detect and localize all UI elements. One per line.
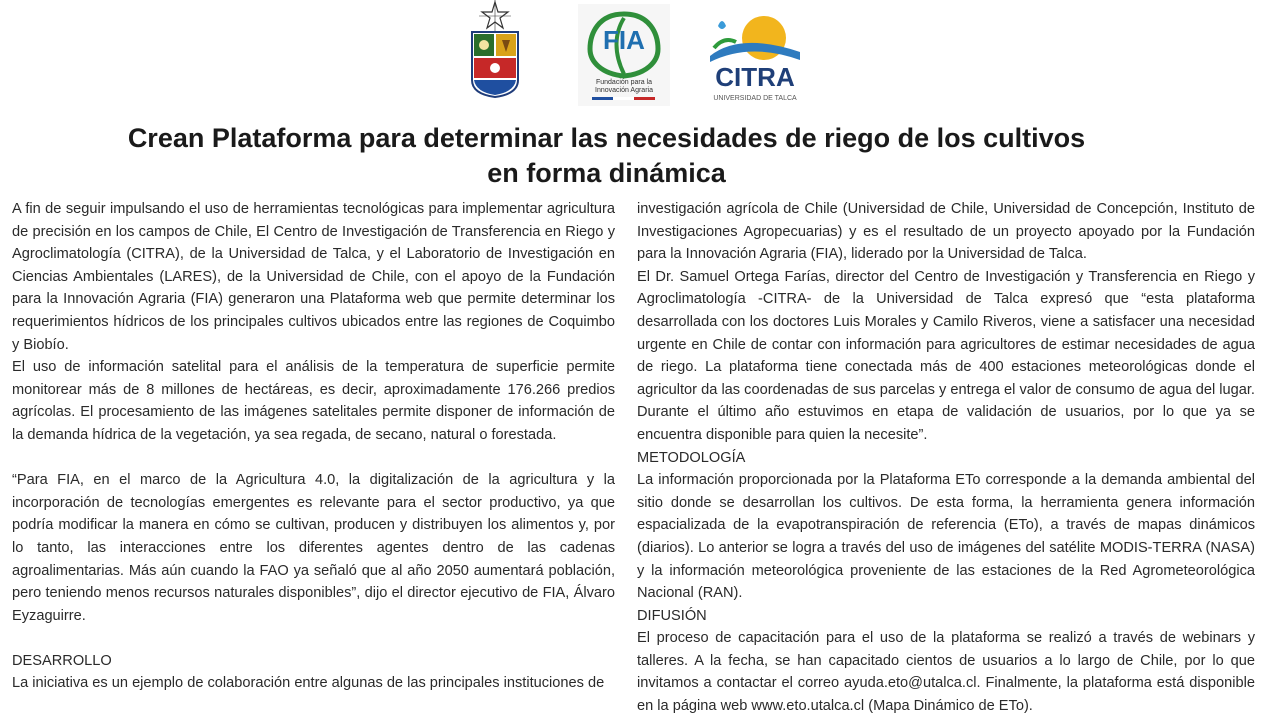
water-drop-icon	[718, 21, 726, 29]
fia-letters: FIA	[603, 25, 645, 55]
citra-subtitle: UNIVERSIDAD DE TALCA	[713, 95, 797, 102]
left-paragraph-2: El uso de información satelital para el análisis de la temperatura de superficie permite monitorear más de 8 millones de hectáreas, es decir, aproximadamente 176.266 predios agrícolas. El procesamiento de las imágenes satelitales permite disponer de información de la demanda hídrica de la vegetación, ya sea regada, de secano, natural o forestada.	[12, 359, 615, 443]
right-paragraph-4: El proceso de capacitación para el uso de la plataforma se realizó a través de webinars y talleres. A la fecha, se han capacitado cientos de usuarios a lo largo de Chile, por lo que invitamos a contactar el correo ayuda.eto@utalca.cl. Finalmente, la plataforma está disponible en la página web www.eto.utalca.cl (Mapa Dinámico de ETo).	[637, 630, 1255, 715]
headline-line-1: Crean Plataforma para determinar las necesidades de riego de los cultivos	[127, 123, 1086, 153]
paragraph-spacer	[12, 627, 615, 650]
right-paragraph-2: El Dr. Samuel Ortega Farías, director del Centro de Investigación y Transferencia en Riego y Agroclimatología -CITRA- de la Universidad de Talca expresó que “esta plataforma desarrollada con los doctores Luis Morales y Camilo Riveros, viene a satisfacer una necesidad urgente en Chile de contar con información para agricultores de estimar necesidades de agua de riego. La plataforma tiene conectada más de 400 estaciones meteorológicas donde el agricultor da las coordenadas de sus parcelas y entrega el valor de consumo de agua del lugar. Durante el último año estuvimos en etapa de validación de usuarios, por lo que ya se encuentra disponible para quien la necesite”.	[637, 268, 1255, 443]
citra-logo	[700, 12, 810, 106]
star-emblem-icon	[479, 0, 511, 32]
fia-logo	[578, 4, 670, 106]
right-paragraph-3: La información proporcionada por la Plataforma ETo corresponde a la demanda ambiental del sitio donde se desarrollan los cultivos. De esta forma, la herramienta genera información espacializada de la evapotranspiración de referencia (ETo), a través de mapas dinámicos (diarios). Lo anterior se logra a través del uso de imágenes del satélite MODIS-TERRA (NASA) y la información meteorológica proveniente de las estaciones de la Red Agrometeorológica Nacional (RAN).	[637, 472, 1255, 602]
fia-caption-line1: Fundación para la	[595, 79, 653, 86]
logo-bar	[0, 0, 1267, 110]
headline-line-2: en forma dinámica	[487, 158, 726, 188]
left-column	[12, 198, 615, 695]
right-column	[637, 198, 1255, 718]
paragraph-spacer	[12, 447, 615, 470]
fia-caption-line2: Innovación Agraria	[595, 87, 653, 94]
section-heading-metodologia: METODOLOGÍA	[637, 449, 746, 466]
article-headline	[0, 121, 1213, 191]
citra-wordmark: CITRA	[715, 62, 795, 92]
left-paragraph-3: “Para FIA, en el marco de la Agricultura 4.0, la digitalización de la agricultura y la incorporación de tecnologías emergentes es relevante para el sector productivo, ya que podría modificar la manera en cómo se cultivan, producen y distribuyen los alimentos y, por lo tanto, las interacciones entre los diferentes agentes dentro de las cadenas agroalimentarias. Más aún cuando la FAO ya señaló que al año 2050 aumentará población, pero teniendo menos recursos naturales disponibles”, dijo el director ejecutivo de FIA, Álvaro Eyzaguirre.	[12, 472, 615, 624]
section-heading-difusion: DIFUSIÓN	[637, 607, 707, 624]
left-paragraph-4: La iniciativa es un ejemplo de colaboración entre algunas de las principales instituciones de	[12, 675, 605, 692]
left-paragraph-1: A fin de seguir impulsando el uso de herramientas tecnológicas para implementar agricultura de precisión en los campos de Chile, El Centro de Investigación de Transferencia en Riego y Agroclimatología (CITRA), de la Universidad de Talca, y el Laboratorio de Investigación en Ciencias Ambientales (LARES), de la Universidad de Chile, con el apoyo de la Fundación para la Innovación Agraria (FIA) generaron una Plataforma web que permite determinar los requerimientos hídricos de los principales cultivos ubicados entre las regiones de Coquimbo y Biobío.	[12, 201, 615, 353]
shield-icon	[472, 32, 518, 97]
universidad-de-chile-crest-logo	[466, 0, 524, 100]
section-heading-desarrollo: DESARROLLO	[12, 652, 112, 669]
right-paragraph-1: investigación agrícola de Chile (Universidad de Chile, Universidad de Concepción, Instituto de Investigaciones Agropecuarias) y es el resultado de un proyecto apoyado por la Fundación para la Innovación Agraria (FIA), liderado por la Universidad de Talca.	[637, 201, 1255, 263]
